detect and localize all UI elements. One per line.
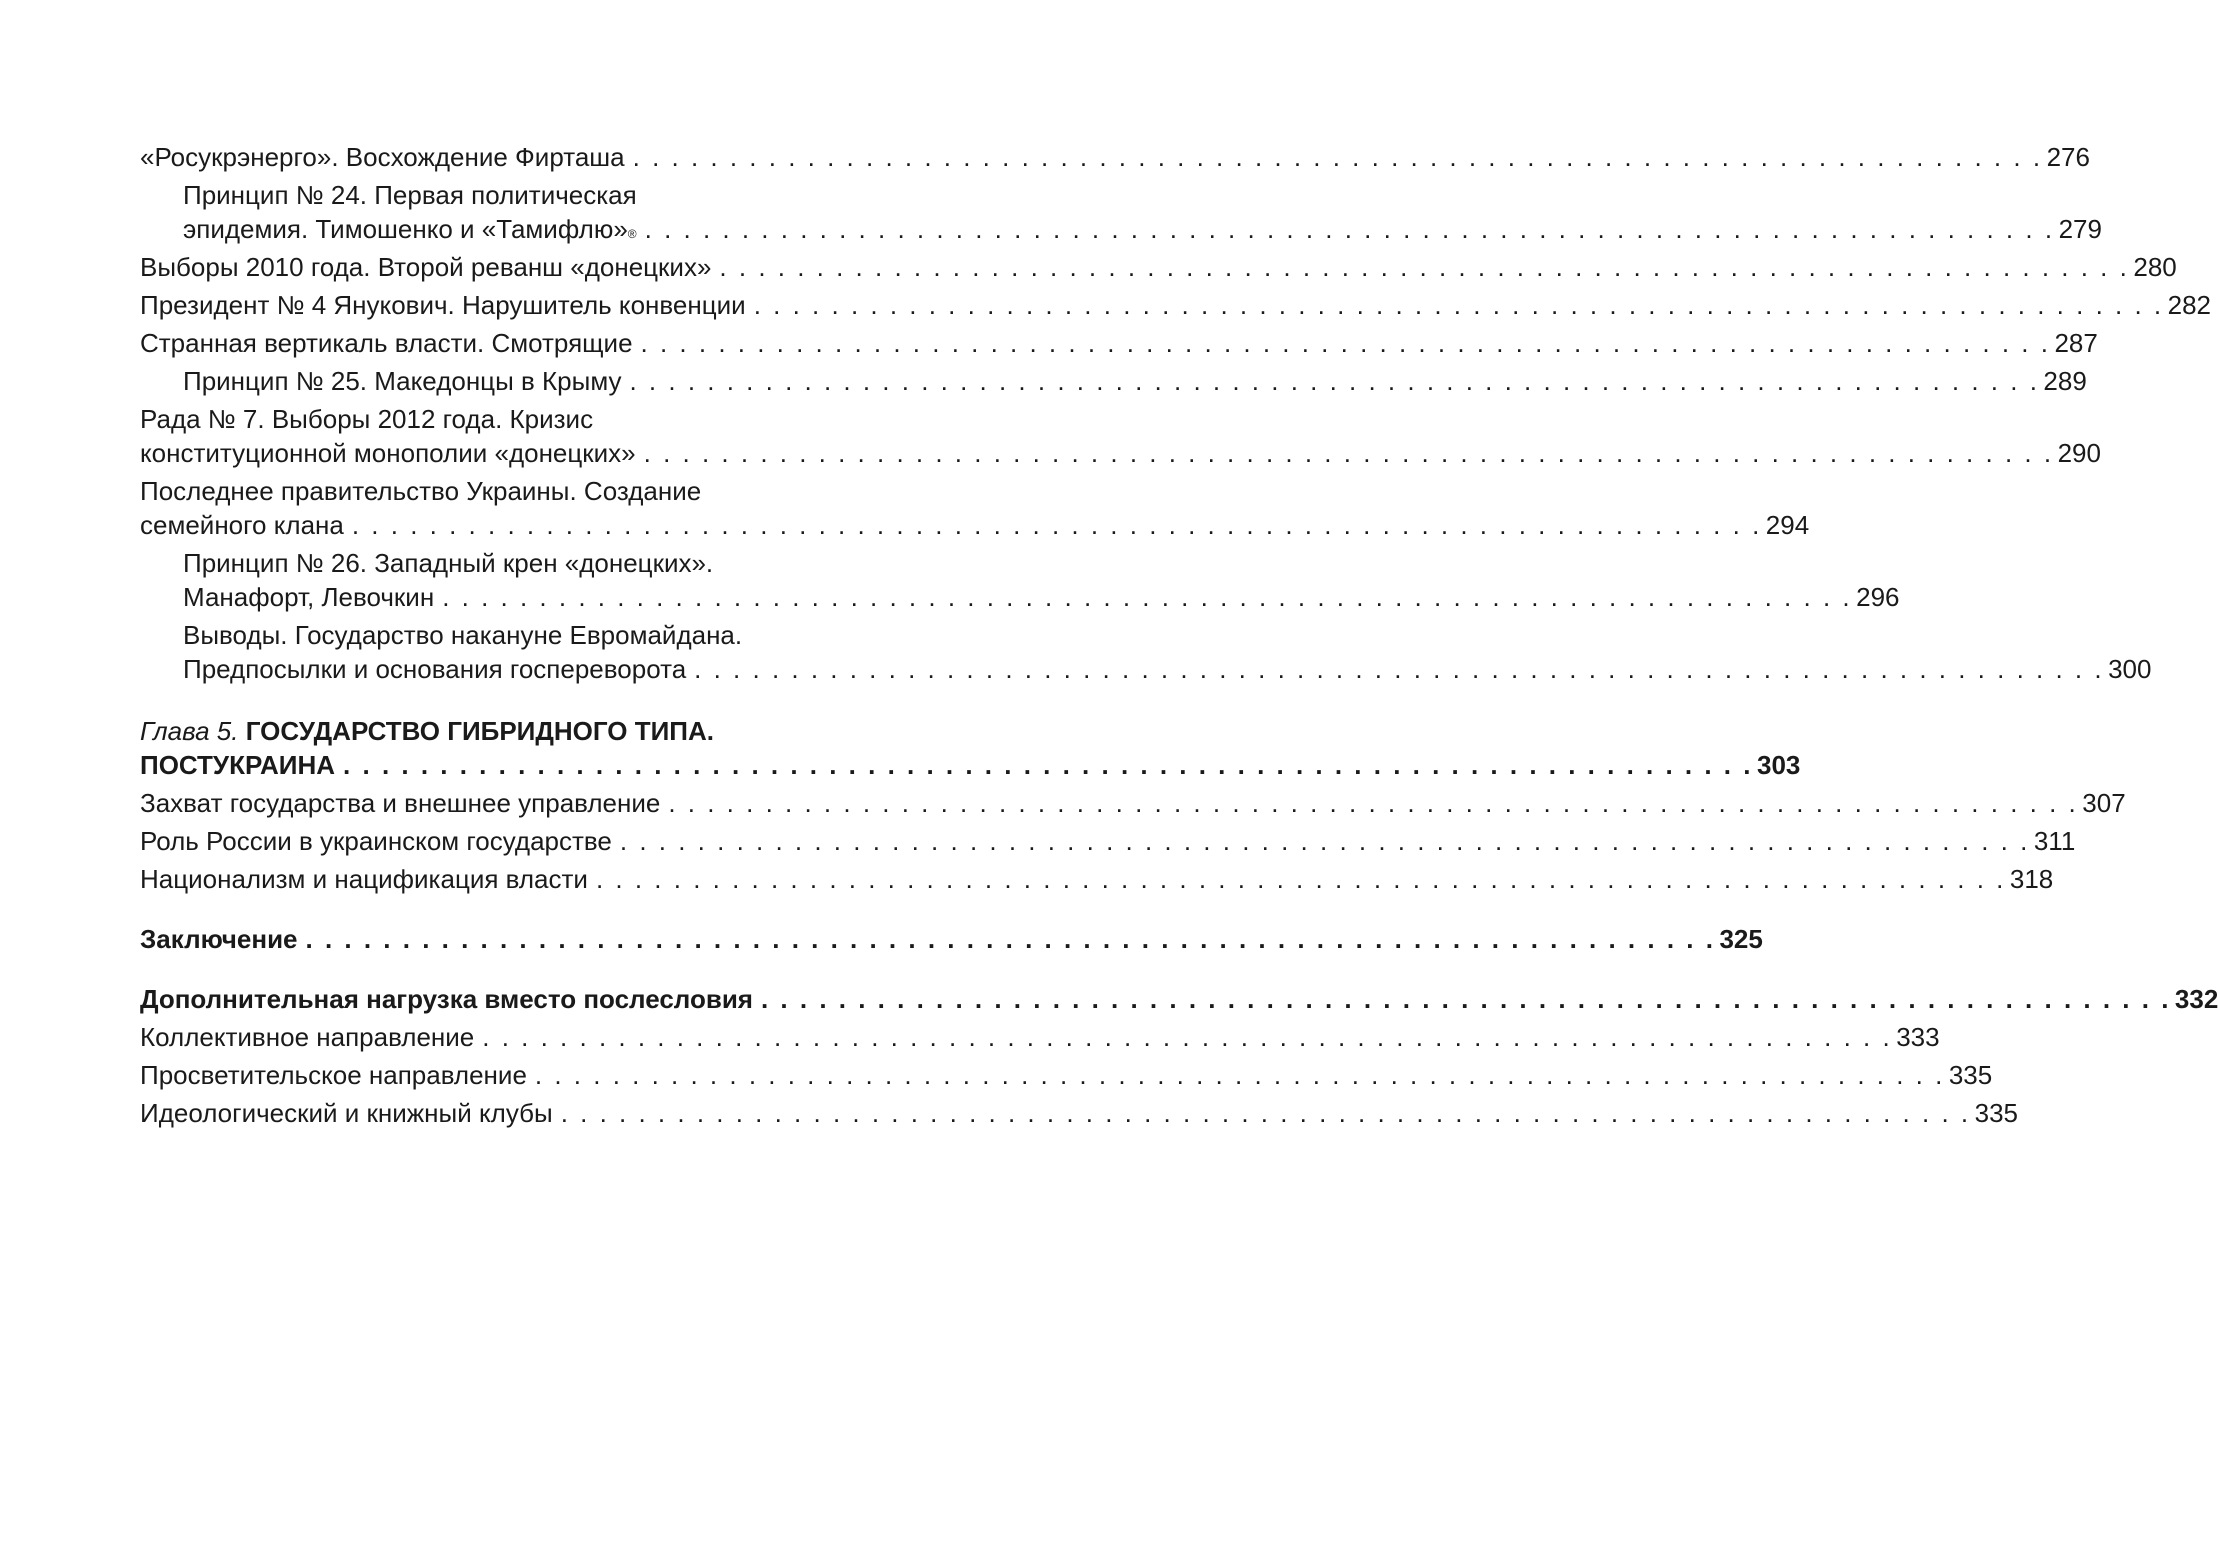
toc-entry [140,922,1763,956]
page-number: 296 [1856,582,1900,612]
toc-entry-title: Заключение [140,924,298,954]
toc-entry-title: Принцип № 26. Западный крен «донецких». [183,548,714,578]
dot-leader: . . . . . . . . . . . . . . . . . . . . . . . . . . . . . . . . . . . . . . . . . . . . . . . . . . . . . . . . . . . . . . . . . . . . . . . . . [753,290,2164,320]
toc-entry-title: семейного клана [140,510,344,540]
toc-entry [140,178,2102,246]
toc-entry-line [140,824,2076,858]
toc-entry [140,714,1801,782]
toc-entry [140,250,2177,284]
toc-entry-title: Рада № 7. Выборы 2012 года. Кризис [140,404,594,434]
chapter-prefix: Глава 5. [140,716,239,746]
toc-entry-title: Идеологический и книжный клубы [140,1098,553,1128]
toc-entry-title: ГОСУДАРСТВО ГИБРИДНОГО ТИПА. [245,716,714,746]
toc-entry [140,1020,1940,1054]
toc-entry-line [140,546,850,580]
toc-entry-line [140,922,1763,956]
toc-entry-line [140,982,2218,1016]
page-number: 307 [2082,788,2126,818]
toc-entry-line [140,364,2087,398]
dot-leader: . . . . . . . . . . . . . . . . . . . . . . . . . . . . . . . . . . . . . . . . . . . . . . . . . . . . . . . . . . . . . . . . . . . . . . . . . [351,510,1762,540]
page-number: 335 [1974,1098,2019,1128]
toc-entry-line [140,748,1801,782]
toc-entry [140,862,2054,896]
toc-entry-line [140,786,2126,820]
toc-entry-line [140,288,2212,322]
page-number: 282 [2167,290,2212,320]
dot-leader: . . . . . . . . . . . . . . . . . . . . . . . . . . . . . . . . . . . . . . . . . . . . . . . . . . . . . . . . . . . . . . . . . . . . . . . . . [560,1098,1971,1128]
toc-entry-title: Просветительское направление [140,1060,527,1090]
dot-leader: . . . . . . . . . . . . . . . . . . . . . . . . . . . . . . . . . . . . . . . . . . . . . . . . . . . . . . . . . . . . . . . . . . . . . . . . . [640,328,2051,358]
toc-entry-title: Коллективное направление [140,1022,475,1052]
toc-entry [140,1058,1993,1092]
toc-entry-title: эпидемия. Тимошенко и «Тамифлю» [183,214,628,244]
toc-entry-line [140,714,850,748]
toc-entry-line [140,580,1900,614]
page-number: 294 [1765,510,1810,540]
dot-leader: . . . . . . . . . . . . . . . . . . . . . . . . . . . . . . . . . . . . . . . . . . . . . . . . . . . . . . . . . . . . . . . . . . . . . . . . . [760,984,2171,1014]
toc-entry-title: Дополнительная нагрузка вместо послесловия [140,984,753,1014]
toc-entry-title: Манафорт, Левочкин [183,582,435,612]
toc-entry-line [140,1058,1993,1092]
dot-leader: . . . . . . . . . . . . . . . . . . . . . . . . . . . . . . . . . . . . . . . . . . . . . . . . . . . . . . . . . . . . . . . . . . . . . . . . . [442,582,1853,612]
page-number: 335 [1948,1060,1993,1090]
dot-leader: . . . . . . . . . . . . . . . . . . . . . . . . . . . . . . . . . . . . . . . . . . . . . . . . . . . . . . . . . . . . . . . . . . . . . . . . . [719,252,2130,282]
table-of-contents [140,140,2218,1130]
toc-entry-title: Роль России в украинском государстве [140,826,612,856]
page-number: 325 [1719,924,1763,954]
toc-entry [140,618,2152,686]
page-number: 290 [2057,438,2101,468]
toc-entry-title: Выводы. Государство накануне Евромайдана. [183,620,743,650]
page-number: 333 [1896,1022,1940,1052]
page-number: 280 [2133,252,2177,282]
toc-entry-title: Предпосылки и основания госпереворота [183,654,687,684]
toc-entry [140,402,2101,470]
toc-entry [140,288,2212,322]
page-number: 287 [2054,328,2098,358]
dot-leader: . . . . . . . . . . . . . . . . . . . . . . . . . . . . . . . . . . . . . . . . . . . . . . . . . . . . . . . . . . . . . . . . . . . . . . . . . [619,826,2030,856]
toc-entry-line [140,326,2098,360]
toc-entry-line [140,402,850,436]
toc-entry-title: Принцип № 24. Первая политическая [183,180,637,210]
page-number: 311 [2033,826,2076,856]
toc-entry-title: Последнее правительство Украины. Создание [140,476,702,506]
toc-entry-line [140,436,2101,470]
toc-entry-title: Национализм и нацификация власти [140,864,588,894]
toc-entry-title: Выборы 2010 года. Второй реванш «донецких» [140,252,712,282]
toc-entry [140,824,2076,858]
toc-entry [140,1096,2019,1130]
toc-entry-title: «Росукрэнерго». Восхождение Фирташа [140,142,625,172]
toc-entry [140,546,1900,614]
toc-entry [140,140,2090,174]
toc-entry-title: Странная вертикаль власти. Смотрящие [140,328,633,358]
dot-leader: . . . . . . . . . . . . . . . . . . . . . . . . . . . . . . . . . . . . . . . . . . . . . . . . . . . . . . . . . . . . . . . . . . . . . . . . . [668,788,2079,818]
page-number: 318 [2009,864,2054,894]
page-number: 303 [1756,750,1801,780]
toc-entry-line [140,652,2152,686]
toc-entry-line [140,178,850,212]
toc-entry-line [140,1020,1940,1054]
dot-leader: . . . . . . . . . . . . . . . . . . . . . . . . . . . . . . . . . . . . . . . . . . . . . . . . . . . . . . . . . . . . . . . . . . . . . . . . . [534,1060,1945,1090]
toc-entry-title: Захват государства и внешнее управление [140,788,661,818]
toc-entry-line [140,862,2054,896]
toc-entry-title: Принцип № 25. Македонцы в Крыму [183,366,622,396]
page-number: 332 [2174,984,2218,1014]
toc-entry-title: конституционной монополии «донецких» [140,438,636,468]
toc-entry-line: эпидемия. Тимошенко и «Тамифлю» ® . . . . . . . . . . . . . . . . . . . . . . . . . . . . . . . . . . . . . . . . . . . . . . . . . . . . . . . . . . . . . . . . . . . . . . . . . 279 [183,214,2102,244]
dot-leader: . . . . . . . . . . . . . . . . . . . . . . . . . . . . . . . . . . . . . . . . . . . . . . . . . . . . . . . . . . . . . . . . . . . . . . . . . [632,142,2043,172]
toc-entry [140,326,2098,360]
dot-leader: . . . . . . . . . . . . . . . . . . . . . . . . . . . . . . . . . . . . . . . . . . . . . . . . . . . . . . . . . . . . . . . . . . . . . . . . . [305,924,1716,954]
dot-leader: . . . . . . . . . . . . . . . . . . . . . . . . . . . . . . . . . . . . . . . . . . . . . . . . . . . . . . . . . . . . . . . . . . . . . . . . . [629,366,2040,396]
page-number: 276 [2046,142,2090,172]
toc-entry [140,786,2126,820]
toc-entry-line [140,1096,2019,1130]
toc-entry-title: ПОСТУКРАИНА [140,750,336,780]
dot-leader: . . . . . . . . . . . . . . . . . . . . . . . . . . . . . . . . . . . . . . . . . . . . . . . . . . . . . . . . . . . . . . . . . . . . . . . . . [643,438,2054,468]
page-number: 289 [2043,366,2087,396]
toc-entry-line [140,250,2177,284]
toc-entry [140,982,2218,1016]
dot-leader: . . . . . . . . . . . . . . . . . . . . . . . . . . . . . . . . . . . . . . . . . . . . . . . . . . . . . . . . . . . . . . . . . . . . . . . . . [644,214,2055,244]
dot-leader: . . . . . . . . . . . . . . . . . . . . . . . . . . . . . . . . . . . . . . . . . . . . . . . . . . . . . . . . . . . . . . . . . . . . . . . . . [343,750,1753,780]
toc-entry-line [140,140,2090,174]
toc-entry [140,474,1810,542]
dot-leader: . . . . . . . . . . . . . . . . . . . . . . . . . . . . . . . . . . . . . . . . . . . . . . . . . . . . . . . . . . . . . . . . . . . . . . . . . [595,864,2006,894]
dot-leader: . . . . . . . . . . . . . . . . . . . . . . . . . . . . . . . . . . . . . . . . . . . . . . . . . . . . . . . . . . . . . . . . . . . . . . . . . [694,654,2105,684]
toc-entry [140,364,2087,398]
dot-leader: . . . . . . . . . . . . . . . . . . . . . . . . . . . . . . . . . . . . . . . . . . . . . . . . . . . . . . . . . . . . . . . . . . . . . . . . . [482,1022,1893,1052]
toc-entry-line [140,508,1810,542]
toc-entry-line [140,474,850,508]
page-number: 300 [2108,654,2152,684]
toc-entry-title: Президент № 4 Янукович. Нарушитель конвенции [140,290,746,320]
page-number: 279 [2058,214,2102,244]
toc-entry-line [140,618,850,652]
